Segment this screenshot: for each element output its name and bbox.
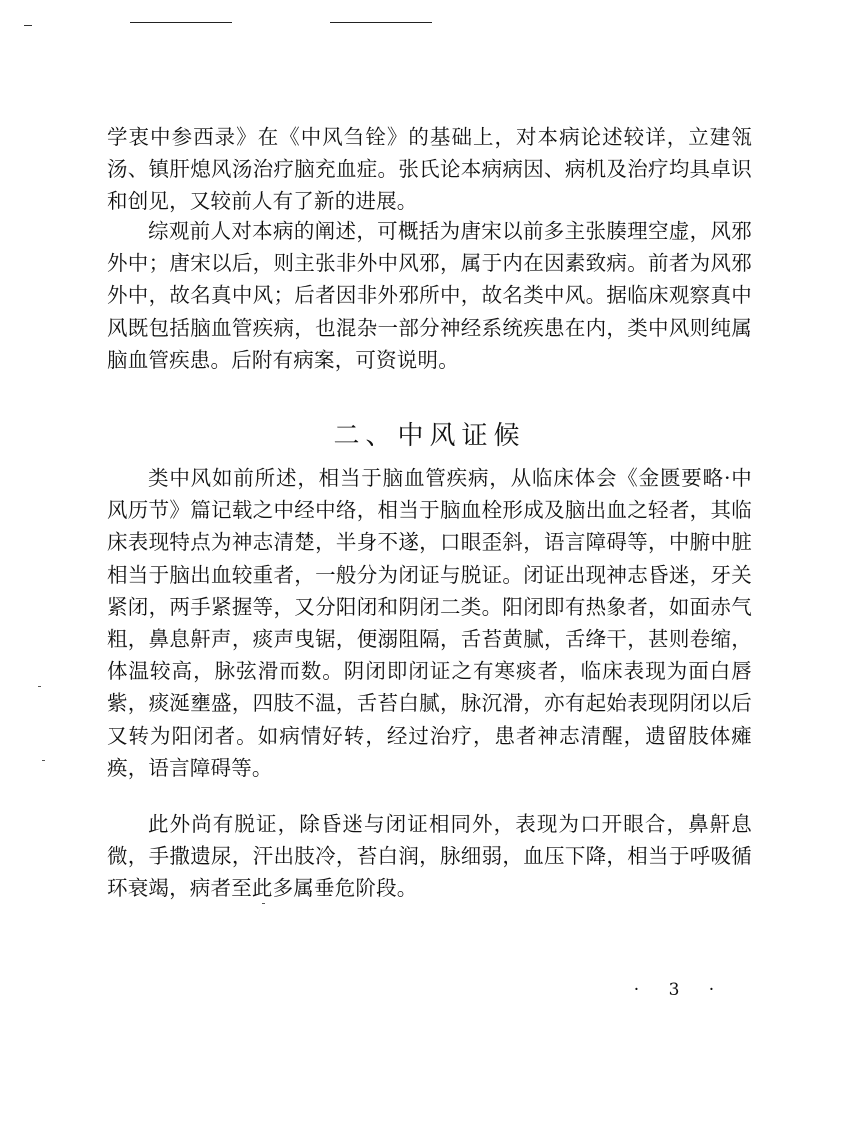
paragraph-text: 综观前人对本病的阐述，可概括为唐宋以前多主张腠理空虚，风邪外中；唐宋以后，则主张非外中风邪，属于内在因素致病。前者为风邪外中，故名真中风；后者因非外邪所中，故名类中风。据临床观察真中风既包括脑血管疾病，也混杂一部分神经系统疾患在内，类中风则纯属脑血管疾患。后附有病案，可资说明。 — [107, 219, 752, 372]
header-rule-right — [330, 22, 432, 23]
paragraph-text: 学衷中参西录》在《中风刍铨》的基础上，对本病论述较详，立建瓴汤、镇肝熄风汤治疗脑充血症。张氏论本病病因、病机及治疗均具卓识和创见，又较前人有了新的进展。 — [107, 125, 752, 214]
scan-speck — [42, 760, 45, 761]
paragraph-continued — [107, 121, 752, 218]
page-number: · 3 · — [633, 980, 727, 1000]
scan-mark — [24, 25, 32, 26]
paragraph-text: 此外尚有脱证，除昏迷与闭证相同外，表现为口开眼合，鼻鼾息微，手撒遗尿，汗出肢冷，苔白润，脉细弱，血压下降，相当于呼吸循环衰竭，病者至此多属垂危阶段。 — [107, 812, 752, 901]
scan-speck — [262, 903, 265, 904]
header-rule-left — [130, 22, 232, 23]
paragraph-collapse — [107, 808, 752, 905]
paragraph-syndromes — [107, 462, 752, 784]
paragraph-summary — [107, 215, 752, 376]
paragraph-text: 类中风如前所述，相当于脑血管疾病，从临床体会《金匮要略·中风历节》篇记载之中经中络，相当于脑血栓形成及脑出血之轻者，其临床表现特点为神志清楚，半身不遂，口眼歪斜，语言障碍等，中腑中脏相当于脑出血较重者，一般分为闭证与脱证。闭证出现神志昏迷，牙关紧闭，两手紧握等，又分阳闭和阴闭二类。阳闭即有热象者，如面赤气粗，鼻息鼾声，痰声曳锯，便溺阻隔，舌苔黄腻，舌绛干，甚则卷缩，体温较高，脉弦滑而数。阴闭即闭证之有寒痰者，临床表现为面白唇紫，痰涎壅盛，四肢不温，舌苔白腻，脉沉滑，亦有起始表现阴闭以后又转为阳闭者。如病情好转，经过治疗，患者神志清醒，遗留肢体瘫痪，语言障碍等。 — [107, 466, 752, 780]
section-heading: 二、中风证候 — [333, 421, 526, 451]
scan-speck — [38, 686, 41, 687]
